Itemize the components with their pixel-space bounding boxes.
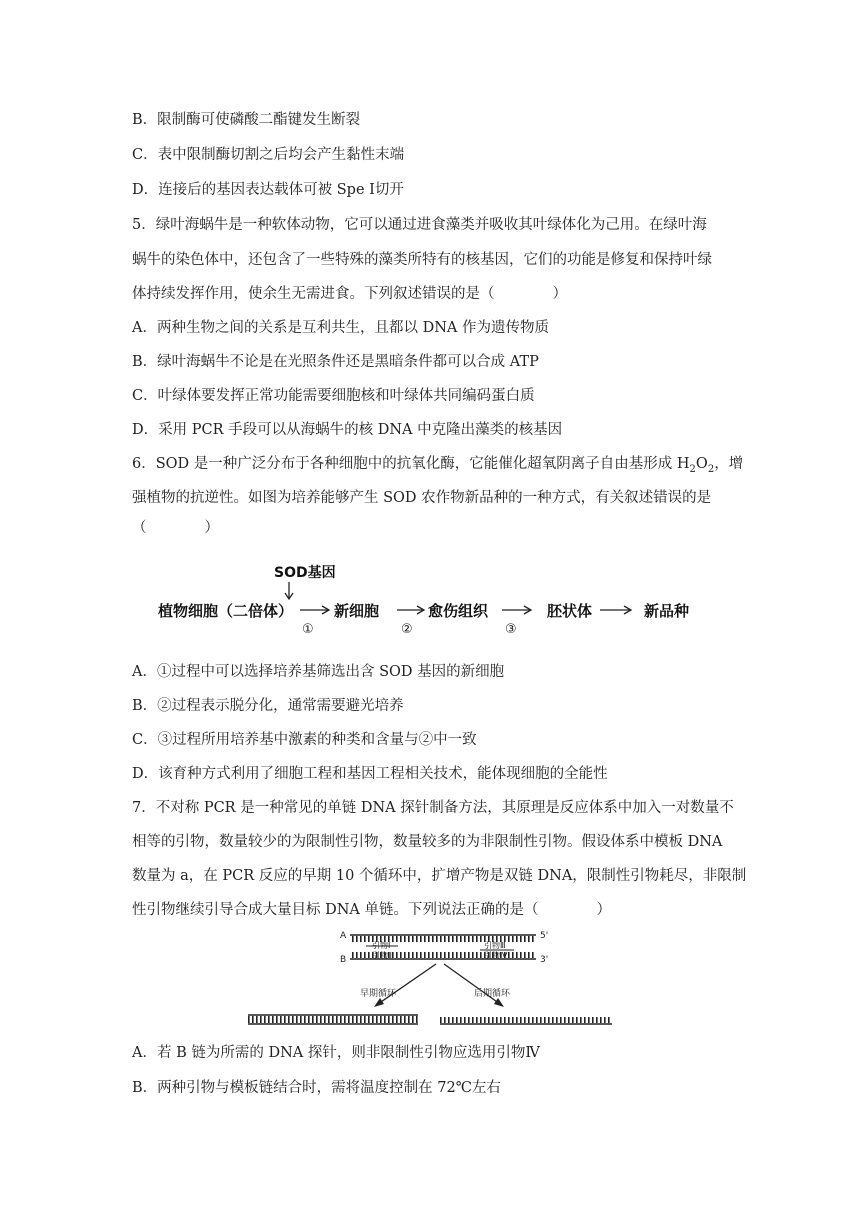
- q5-stem-line2: 蜗牛的染色体中，还包含了一些特殊的藻类所特有的核基因，它们的功能是修复和保持叶绿: [132, 252, 712, 268]
- q7-stem-line2: 相等的引物，数量较少的为限制性引物，数量较多的为非限制性引物。假设体系中模板 DNA: [132, 834, 723, 850]
- step-1: ①: [302, 622, 314, 637]
- step-2: ②: [401, 622, 413, 637]
- q7-stem-line3: 数量为 a，在 PCR 反应的早期 10 个循环中，扩增产物是双链 DNA，限制性引物耗尽，非限制: [132, 868, 747, 884]
- q4-option-c: C．表中限制酶切割之后均会产生黏性末端: [132, 147, 405, 163]
- q6-stem-line3: （ ）: [132, 520, 219, 536]
- q6-option-d: D．该育种方式利用了细胞工程和基因工程相关技术，能体现细胞的全能性: [132, 766, 608, 782]
- asymmetric-pcr-diagram: [240, 928, 620, 1034]
- q5-option-b: B．绿叶海蜗牛不论是在光照条件还是黑暗条件都可以合成 ATP: [132, 354, 539, 370]
- q7-option-b: B．两种引物与模板链结合时，需将温度控制在 72℃左右: [132, 1080, 501, 1096]
- early-cycle-label: 早期循环: [360, 989, 397, 999]
- step-3: ③: [505, 622, 517, 637]
- five-prime-label: 5': [540, 931, 549, 941]
- three-prime-label: 3': [540, 955, 549, 965]
- q5-stem-line1: 5．绿叶海蜗牛是一种软体动物，它可以通过进食藻类并吸收其叶绿体化为己用。在绿叶海: [132, 217, 707, 233]
- q5-stem-line3: 体持续发挥作用，使余生无需进食。下列叙述错误的是（ ）: [132, 286, 567, 302]
- q7-option-a: A．若 B 链为所需的 DNA 探针，则非限制性引物应选用引物Ⅳ: [132, 1045, 540, 1061]
- q5-option-a: A．两种生物之间的关系是互利共生，且都以 DNA 作为遗传物质: [132, 320, 549, 336]
- node-embryoid: 胚状体: [547, 602, 593, 620]
- sod-flow-diagram: [152, 560, 712, 650]
- strand-a-label: A: [340, 931, 347, 941]
- q5-option-d: D．采用 PCR 手段可以从海蜗牛的核 DNA 中克隆出藻类的核基因: [132, 422, 563, 438]
- q5-option-c: C．叶绿体要发挥正常功能需要细胞核和叶绿体共同编码蛋白质: [132, 388, 535, 404]
- node-new-cell: 新细胞: [334, 602, 380, 620]
- primer-1-label: 引物Ⅰ: [372, 941, 391, 950]
- q6-option-b: B．②过程表示脱分化，通常需要避光培养: [132, 698, 404, 714]
- q7-stem-line1: 7．不对称 PCR 是一种常见的单链 DNA 探针制备方法，其原理是反应体系中加入一对数量不: [132, 800, 734, 816]
- late-cycle-label: 后期循环: [474, 989, 511, 999]
- primer-4-label: 引物Ⅳ: [484, 951, 508, 960]
- q6-stem-line1: 6．SOD 是一种广泛分布于各种细胞中的抗氧化酶，它能催化超氧阴离子自由基形成 $H_2O_2$，增: [132, 456, 744, 475]
- q6-option-a: A．①过程中可以选择培养基筛选出含 SOD 基因的新细胞: [132, 664, 505, 680]
- q4-option-b: B．限制酶可使磷酸二酯键发生断裂: [132, 112, 361, 128]
- node-plant-cell: 植物细胞（二倍体）: [158, 602, 294, 620]
- node-callus: 愈伤组织: [428, 602, 489, 620]
- node-new-variety: 新品种: [644, 602, 690, 620]
- primer-2-label: 引物Ⅱ: [372, 951, 392, 960]
- q7-stem-line4: 性引物继续引导合成大量目标 DNA 单链。下列说法正确的是（ ）: [132, 902, 611, 918]
- sod-gene-label: SOD基因: [274, 565, 336, 581]
- q6-option-c: C．③过程所用培养基中激素的种类和含量与②中一致: [132, 732, 477, 748]
- primer-3-label: 引物Ⅲ: [484, 941, 506, 950]
- q6-stem-line2: 强植物的抗逆性。如图为培养能够产生 SOD 农作物新品种的一种方式，有关叙述错误的是: [132, 490, 712, 506]
- q4-option-d: D．连接后的基因表达载体可被 Spe Ⅰ切开: [132, 182, 404, 198]
- strand-b-label: B: [340, 955, 347, 965]
